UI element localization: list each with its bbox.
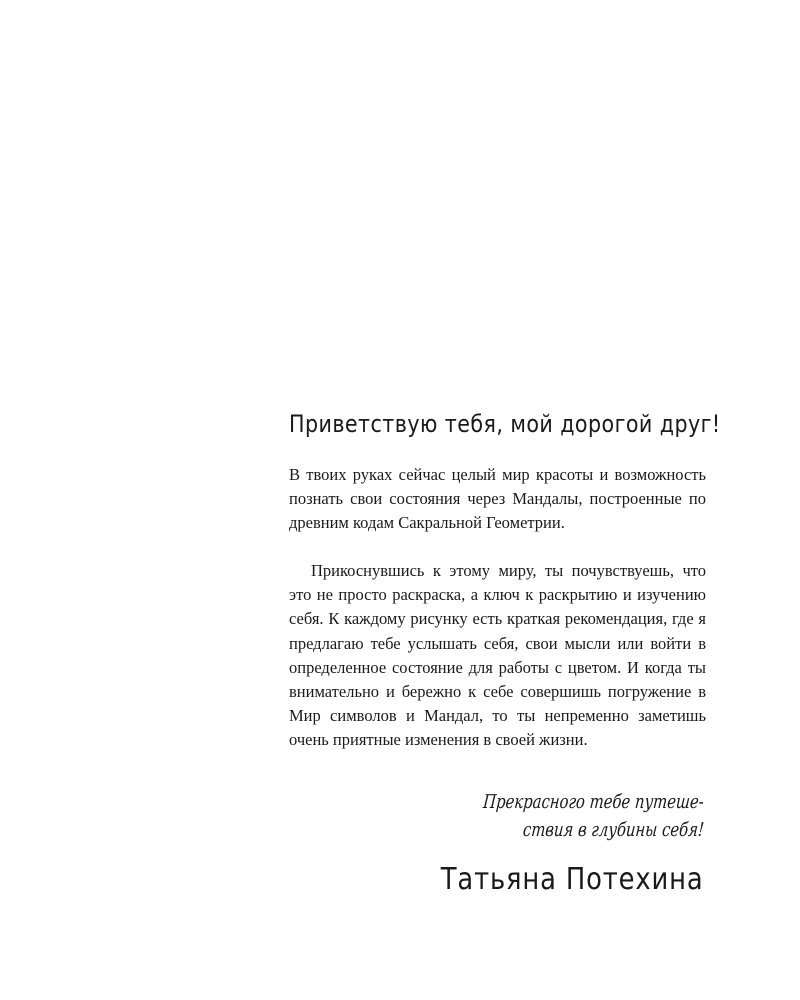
- closing-wish-line-2: ствия в глубины себя!: [522, 819, 705, 841]
- intro-paragraph: В твоих руках сейчас целый мир красоты и возможность познать свои состояния через Мандалы, построенные по древним кодам Сакральной Геометрии.: [289, 465, 706, 533]
- closing-wish-line-1: Прекрасного тебе путеше-: [482, 791, 705, 813]
- page-title: Приветствую тебя, мой дорогой друг!: [289, 410, 721, 438]
- body-paragraph: Прикоснувшись к этому миру, ты почувствуешь, что это не просто раскраска, а ключ к раскрытию и изучению себя. К каждому рисунку есть краткая рекомендация, где я предлагаю тебе услышать себя, свои мысли или войти в определенное состояние для работы с цветом. И когда ты внимательно и бережно к себе совершишь погружение в Мир символов и Мандал, то ты непременно заметишь очень приятные изменения в своей жизни.: [289, 561, 706, 750]
- author-name: Татьяна Потехина: [441, 862, 704, 897]
